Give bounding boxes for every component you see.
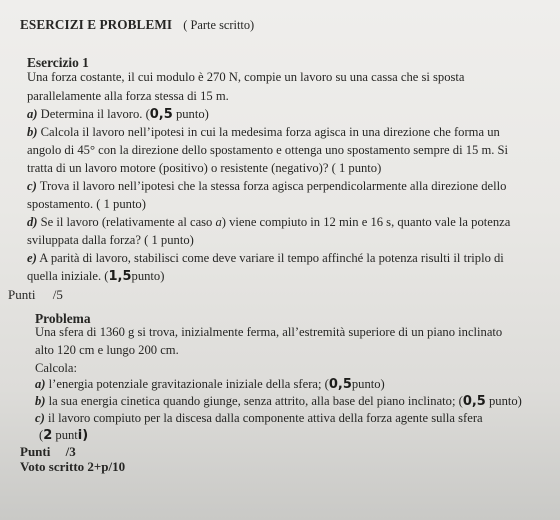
handwritten-points: 2 [43, 428, 53, 443]
exercise-item-c [27, 178, 506, 194]
item-text-end: ) viene compiuto in 12 min e 16 s, quanto vale la potenza [221, 215, 511, 229]
item-text: A parità di lavoro, stabilisci come deve variare il tempo affinché la potenza risulti il triplo di [39, 251, 504, 265]
sheet-subtitle: ( Parte scritto) [183, 18, 255, 32]
item-label: b) [27, 125, 38, 139]
exercise-item-b-line-3: tratta di un lavoro motore (positivo) o resistente (negativo)? ( 1 punto) [27, 161, 382, 175]
problem-item-c [35, 410, 483, 426]
item-text: il lavoro compiuto per la discesa dalla componente attiva della forza agente sulla sfera [47, 411, 483, 425]
exercise-item-a [27, 106, 209, 123]
written-grade: Voto scritto 2+p/10 [20, 459, 126, 474]
score-value: /5 [52, 287, 63, 302]
exercise-score [8, 287, 63, 303]
problem-item-b [35, 393, 522, 410]
handwritten-points: 1,5 [108, 269, 132, 284]
problem-intro-line-1: Una sfera di 1360 g si trova, inizialmente ferma, all’estremità superiore di un piano inclinato [35, 325, 503, 339]
item-text: l’energia potenziale gravitazionale iniziale della sfera; ( [48, 377, 329, 391]
item-label: c) [35, 411, 45, 425]
item-text-end: punto) [172, 107, 209, 121]
item-text: la sua energia cinetica quando giunge, senza attrito, alla base del piano inclinato; ( [48, 394, 463, 408]
item-text: ( [39, 428, 44, 442]
item-label: c) [27, 179, 37, 193]
item-text: Determina il lavoro. ( [40, 107, 150, 121]
exercise-item-d-line-2: sviluppata dalla forza? ( 1 punto) [27, 233, 194, 247]
item-text-end: punto) [131, 269, 165, 283]
item-label: a) [35, 377, 46, 391]
score-value: /3 [65, 444, 76, 459]
problem-item-a [35, 376, 385, 393]
item-reference: a [215, 215, 222, 229]
problem-intro-line-2: alto 120 cm e lungo 200 cm. [35, 343, 179, 357]
item-label: b) [35, 394, 46, 408]
handwritten-suffix: i) [77, 428, 89, 443]
item-label: e) [27, 251, 37, 265]
item-text: Trova il lavoro nell’ipotesi che la stessa forza agisca perpendicolarmente alla direzione dello [39, 179, 507, 193]
exercise-item-b-line-2: angolo di 45° con la direzione dello spostamento e ottenga uno spostamento sempre di 15 m. Si [27, 143, 509, 157]
score-label: Punti [20, 444, 51, 459]
exercise-intro-line-1: Una forza costante, il cui modulo è 270 N, compie un lavoro su una cassa che si sposta [27, 70, 465, 84]
item-text: Calcola il lavoro nell’ipotesi in cui la medesima forza agisca in una direzione che forma un [40, 125, 500, 139]
item-text: Se il lavoro (relativamente al caso [40, 215, 216, 229]
item-text-end: punto) [485, 394, 522, 408]
problem-heading: Problema [35, 311, 91, 326]
exercise-item-e-line-2 [27, 268, 164, 285]
sheet-title: ESERCIZI E PROBLEMI [20, 17, 173, 32]
handwritten-points: 0,5 [328, 377, 352, 392]
item-label: a) [27, 107, 38, 121]
problem-calc-label: Calcola: [35, 361, 77, 375]
item-text: quella iniziale. ( [27, 269, 109, 283]
problem-item-c-line-2 [39, 427, 88, 444]
item-label: d) [27, 215, 38, 229]
item-text-end: punto) [351, 377, 385, 391]
sheet-header [20, 17, 254, 33]
exercise-item-c-line-2: spostamento. ( 1 punto) [27, 197, 146, 211]
exercise-heading: Esercizio 1 [27, 55, 89, 70]
exercise-item-d [27, 214, 510, 230]
problem-score [20, 444, 76, 460]
exercise-intro-line-2: parallelamente alla forza stessa di 15 m. [27, 89, 229, 103]
exercise-item-e [27, 250, 504, 266]
item-text-mid: punt [52, 428, 78, 442]
score-label: Punti [8, 287, 36, 302]
exercise-item-b [27, 124, 500, 140]
handwritten-points: 0,5 [462, 394, 486, 409]
handwritten-points: 0,5 [149, 107, 173, 122]
